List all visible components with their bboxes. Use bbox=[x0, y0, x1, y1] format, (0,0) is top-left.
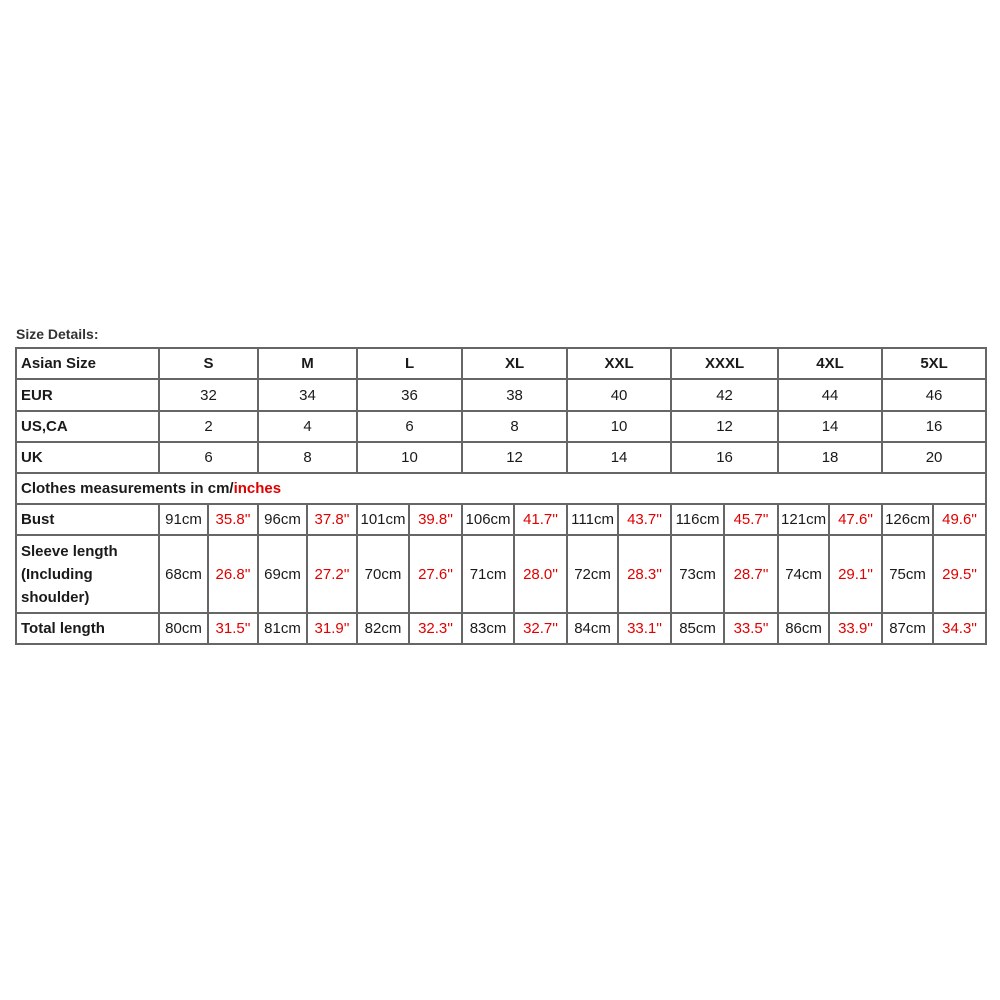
uk-cell: 10 bbox=[357, 442, 462, 473]
size-cell: 4XL bbox=[778, 348, 882, 379]
eur-cell: 46 bbox=[882, 379, 986, 411]
sleeve-cm-cell: 74cm bbox=[778, 535, 829, 613]
us-cell: 14 bbox=[778, 411, 882, 442]
size-chart-table bbox=[15, 347, 987, 645]
uk-cell: 20 bbox=[882, 442, 986, 473]
measurements-header-prefix: Clothes measurements in cm/ bbox=[21, 480, 234, 497]
total-inch-cell: 34.3'' bbox=[933, 613, 986, 644]
total-cm-cell: 87cm bbox=[882, 613, 933, 644]
sleeve-cm-cell: 71cm bbox=[462, 535, 514, 613]
total-length-row bbox=[16, 613, 986, 644]
total-inch-cell: 32.7'' bbox=[514, 613, 567, 644]
bust-cm-cell: 96cm bbox=[258, 504, 307, 535]
row-label-asian-size: Asian Size bbox=[16, 348, 159, 379]
measurements-header-row bbox=[16, 473, 986, 504]
us-cell: 2 bbox=[159, 411, 258, 442]
total-cm-cell: 84cm bbox=[567, 613, 618, 644]
eur-cell: 42 bbox=[671, 379, 778, 411]
eur-cell: 34 bbox=[258, 379, 357, 411]
size-cell: S bbox=[159, 348, 258, 379]
sleeve-inch-cell: 28.3'' bbox=[618, 535, 671, 613]
sleeve-length-row bbox=[16, 535, 986, 613]
bust-cm-cell: 91cm bbox=[159, 504, 208, 535]
eur-cell: 38 bbox=[462, 379, 567, 411]
total-inch-cell: 32.3'' bbox=[409, 613, 462, 644]
uk-cell: 12 bbox=[462, 442, 567, 473]
eur-cell: 32 bbox=[159, 379, 258, 411]
eur-cell: 44 bbox=[778, 379, 882, 411]
size-cell: XXXL bbox=[671, 348, 778, 379]
bust-cm-cell: 101cm bbox=[357, 504, 409, 535]
sleeve-cm-cell: 68cm bbox=[159, 535, 208, 613]
total-cm-cell: 82cm bbox=[357, 613, 409, 644]
us-cell: 16 bbox=[882, 411, 986, 442]
bust-inch-cell: 43.7'' bbox=[618, 504, 671, 535]
size-cell: XL bbox=[462, 348, 567, 379]
total-cm-cell: 83cm bbox=[462, 613, 514, 644]
total-inch-cell: 33.5'' bbox=[724, 613, 778, 644]
eur-cell: 36 bbox=[357, 379, 462, 411]
sleeve-inch-cell: 28.7'' bbox=[724, 535, 778, 613]
total-inch-cell: 31.9'' bbox=[307, 613, 357, 644]
row-label-bust: Bust bbox=[16, 504, 159, 535]
eur-row bbox=[16, 379, 986, 411]
bust-cm-cell: 111cm bbox=[567, 504, 618, 535]
sleeve-cm-cell: 69cm bbox=[258, 535, 307, 613]
us-cell: 6 bbox=[357, 411, 462, 442]
measurements-header-inches: inches bbox=[233, 480, 282, 497]
us-cell: 4 bbox=[258, 411, 357, 442]
uk-cell: 8 bbox=[258, 442, 357, 473]
bust-cm-cell: 121cm bbox=[778, 504, 829, 535]
bust-cm-cell: 126cm bbox=[882, 504, 933, 535]
bust-row bbox=[16, 504, 986, 535]
uk-cell: 18 bbox=[778, 442, 882, 473]
sleeve-inch-cell: 29.1'' bbox=[829, 535, 882, 613]
bust-inch-cell: 47.6'' bbox=[829, 504, 882, 535]
bust-inch-cell: 39.8'' bbox=[409, 504, 462, 535]
us-cell: 8 bbox=[462, 411, 567, 442]
eur-cell: 40 bbox=[567, 379, 671, 411]
total-cm-cell: 85cm bbox=[671, 613, 724, 644]
bust-cm-cell: 116cm bbox=[671, 504, 724, 535]
size-cell: L bbox=[357, 348, 462, 379]
bust-inch-cell: 35.8'' bbox=[208, 504, 258, 535]
sleeve-inch-cell: 27.2'' bbox=[307, 535, 357, 613]
size-cell: 5XL bbox=[882, 348, 986, 379]
total-cm-cell: 80cm bbox=[159, 613, 208, 644]
sleeve-cm-cell: 70cm bbox=[357, 535, 409, 613]
total-cm-cell: 81cm bbox=[258, 613, 307, 644]
bust-inch-cell: 37.8'' bbox=[307, 504, 357, 535]
uk-row bbox=[16, 442, 986, 473]
uk-cell: 16 bbox=[671, 442, 778, 473]
bust-cm-cell: 106cm bbox=[462, 504, 514, 535]
sleeve-cm-cell: 75cm bbox=[882, 535, 933, 613]
row-label-uk: UK bbox=[16, 442, 159, 473]
asian-size-row bbox=[16, 348, 986, 379]
sleeve-inch-cell: 27.6'' bbox=[409, 535, 462, 613]
row-label-sleeve-length: Sleeve length (Including shoulder) bbox=[16, 535, 159, 613]
sleeve-inch-cell: 28.0'' bbox=[514, 535, 567, 613]
row-label-us-ca: US,CA bbox=[16, 411, 159, 442]
bust-inch-cell: 49.6'' bbox=[933, 504, 986, 535]
total-inch-cell: 33.9'' bbox=[829, 613, 882, 644]
size-cell: XXL bbox=[567, 348, 671, 379]
us-cell: 10 bbox=[567, 411, 671, 442]
sleeve-inch-cell: 29.5'' bbox=[933, 535, 986, 613]
bust-inch-cell: 41.7'' bbox=[514, 504, 567, 535]
uk-cell: 14 bbox=[567, 442, 671, 473]
bust-inch-cell: 45.7'' bbox=[724, 504, 778, 535]
sleeve-cm-cell: 72cm bbox=[567, 535, 618, 613]
size-cell: M bbox=[258, 348, 357, 379]
row-label-total-length: Total length bbox=[16, 613, 159, 644]
us-cell: 12 bbox=[671, 411, 778, 442]
size-details-heading: Size Details: bbox=[16, 326, 99, 342]
sleeve-cm-cell: 73cm bbox=[671, 535, 724, 613]
row-label-eur: EUR bbox=[16, 379, 159, 411]
total-inch-cell: 31.5'' bbox=[208, 613, 258, 644]
uk-cell: 6 bbox=[159, 442, 258, 473]
total-cm-cell: 86cm bbox=[778, 613, 829, 644]
sleeve-inch-cell: 26.8'' bbox=[208, 535, 258, 613]
measurements-header bbox=[16, 473, 986, 504]
total-inch-cell: 33.1'' bbox=[618, 613, 671, 644]
us-ca-row bbox=[16, 411, 986, 442]
